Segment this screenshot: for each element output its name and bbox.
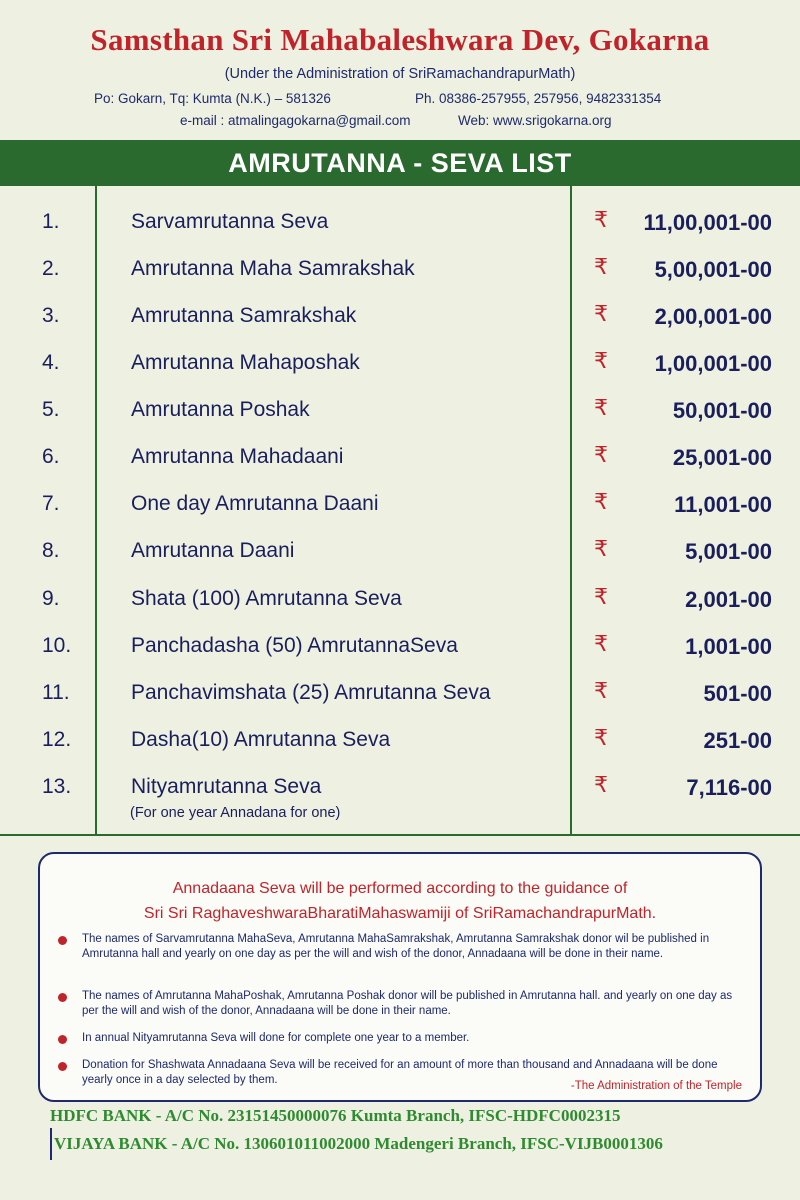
seva-number: 1. bbox=[42, 210, 60, 233]
bullet-icon bbox=[58, 936, 67, 945]
rupee-icon: ₹ bbox=[594, 255, 608, 280]
seva-number: 2. bbox=[42, 257, 60, 280]
seva-name: Amrutanna Samrakshak bbox=[131, 304, 357, 327]
seva-row bbox=[0, 626, 800, 666]
seva-name: Sarvamrutanna Seva bbox=[131, 210, 329, 233]
seva-name: Amrutanna Mahadaani bbox=[131, 445, 344, 468]
seva-row bbox=[0, 343, 800, 383]
bullet-icon bbox=[58, 1062, 67, 1071]
divider bbox=[50, 1128, 52, 1160]
seva-row bbox=[0, 202, 800, 242]
seva-row bbox=[0, 673, 800, 713]
notice-text: The names of Amrutanna MahaPoshak, Amrutanna Poshak donor will be published in Amrutanna hall. and yearly on one day as per the will and wish of the donor, Annadaana will be done in their name. bbox=[82, 990, 733, 1017]
seva-number: 12. bbox=[42, 728, 72, 751]
seva-row bbox=[0, 296, 800, 336]
seva-amount: 5,001-00 bbox=[685, 539, 772, 564]
bullet-icon bbox=[58, 993, 67, 1002]
notice-text: The names of Sarvamrutanna MahaSeva, Amrutanna MahaSamrakshak, Amrutanna Samrakshak donor wil be published in Amrutanna hall and yearly on one day as per the will and wish of the donor, Annadaana will be done in their name. bbox=[82, 933, 710, 960]
seva-row bbox=[0, 437, 800, 477]
bank-details-vijaya: VIJAYA BANK - A/C No. 130601011002000 Madengeri Branch, IFSC-VIJB0001306 bbox=[54, 1134, 663, 1153]
notice-heading: Sri Sri RaghaveshwaraBharatiMahaswamiji of SriRamachandrapurMath. bbox=[143, 905, 657, 922]
seva-name: Amrutanna Poshak bbox=[131, 398, 310, 421]
seva-name: Dasha(10) Amrutanna Seva bbox=[131, 728, 391, 751]
seva-name: Nityamrutanna Seva bbox=[131, 775, 322, 798]
bank-details-hdfc: HDFC BANK - A/C No. 23151450000076 Kumta Branch, IFSC-HDFC0002315 bbox=[50, 1106, 621, 1125]
seva-name: Panchavimshata (25) Amrutanna Seva bbox=[131, 681, 491, 704]
seva-amount: 7,116-00 bbox=[686, 775, 772, 800]
seva-note: (For one year Annadana for one) bbox=[130, 805, 341, 821]
seva-amount: 251-00 bbox=[703, 728, 772, 753]
rupee-icon: ₹ bbox=[594, 585, 608, 610]
seva-number: 3. bbox=[42, 304, 60, 327]
notice-text: In annual Nityamrutanna Seva will done for complete one year to a member. bbox=[82, 1032, 470, 1044]
seva-list-banner: AMRUTANNA - SEVA LIST bbox=[0, 140, 800, 186]
seva-number: 5. bbox=[42, 398, 60, 421]
seva-number: 11. bbox=[42, 681, 70, 704]
phone-numbers: Ph. 08386-257955, 257956, 9482331354 bbox=[415, 91, 662, 106]
seva-name: Amrutanna Daani bbox=[131, 539, 295, 562]
notice-heading: Annadaana Seva will be performed according to the guidance of bbox=[172, 880, 628, 897]
seva-name: Shata (100) Amrutanna Seva bbox=[131, 587, 402, 610]
seva-amount: 501-00 bbox=[703, 681, 772, 706]
seva-amount: 11,00,001-00 bbox=[643, 210, 772, 235]
seva-row bbox=[0, 390, 800, 430]
seva-table bbox=[0, 186, 800, 836]
subtitle: (Under the Administration of SriRamachandrapurMath) bbox=[224, 66, 576, 82]
seva-amount: 25,001-00 bbox=[672, 445, 772, 470]
seva-amount: 5,00,001-00 bbox=[654, 257, 772, 282]
notice-text: Donation for Shashwata Annadaana Seva will be received for an amount of more than thousand and Annadaana will be done yearly once in a day selected by them. bbox=[82, 1059, 718, 1086]
seva-amount: 2,00,001-00 bbox=[654, 304, 772, 329]
seva-row bbox=[0, 579, 800, 619]
seva-number: 6. bbox=[42, 445, 60, 468]
rupee-icon: ₹ bbox=[594, 349, 608, 374]
rupee-icon: ₹ bbox=[594, 773, 608, 798]
seva-name: Amrutanna Mahaposhak bbox=[131, 351, 360, 374]
seva-row bbox=[0, 720, 800, 760]
seva-amount: 11,001-00 bbox=[674, 492, 772, 517]
seva-row bbox=[0, 249, 800, 289]
rupee-icon: ₹ bbox=[594, 632, 608, 657]
seva-row bbox=[0, 767, 800, 829]
seva-amount: 1,001-00 bbox=[685, 634, 772, 659]
rupee-icon: ₹ bbox=[594, 302, 608, 327]
rupee-icon: ₹ bbox=[594, 726, 608, 751]
website: Web: www.srigokarna.org bbox=[458, 113, 612, 128]
rupee-icon: ₹ bbox=[594, 208, 608, 233]
page-title: Samsthan Sri Mahabaleshwara Dev, Gokarna bbox=[90, 22, 710, 57]
bullet-icon bbox=[58, 1035, 67, 1044]
seva-row bbox=[0, 484, 800, 524]
seva-number: 9. bbox=[42, 587, 60, 610]
rupee-icon: ₹ bbox=[594, 679, 608, 704]
notice-box bbox=[38, 852, 762, 1102]
rupee-icon: ₹ bbox=[594, 443, 608, 468]
email-address: e-mail : atmalingagokarna@gmail.com bbox=[180, 113, 411, 128]
seva-number: 8. bbox=[42, 539, 60, 562]
seva-number: 7. bbox=[42, 492, 60, 515]
rupee-icon: ₹ bbox=[594, 490, 608, 515]
postal-address: Po: Gokarn, Tq: Kumta (N.K.) – 581326 bbox=[94, 91, 331, 106]
seva-amount: 50,001-00 bbox=[672, 398, 772, 423]
seva-row bbox=[0, 531, 800, 571]
seva-name: Amrutanna Maha Samrakshak bbox=[131, 257, 415, 280]
rupee-icon: ₹ bbox=[594, 396, 608, 421]
seva-amount: 2,001-00 bbox=[685, 587, 772, 612]
seva-number: 4. bbox=[42, 351, 60, 374]
seva-number: 10. bbox=[42, 634, 72, 657]
header bbox=[0, 0, 800, 140]
rupee-icon: ₹ bbox=[594, 537, 608, 562]
seva-name: One day Amrutanna Daani bbox=[131, 492, 379, 515]
seva-amount: 1,00,001-00 bbox=[654, 351, 772, 376]
administration-signature: -The Administration of the Temple bbox=[570, 1080, 742, 1092]
seva-name: Panchadasha (50) AmrutannaSeva bbox=[131, 634, 458, 657]
seva-number: 13. bbox=[42, 775, 72, 798]
